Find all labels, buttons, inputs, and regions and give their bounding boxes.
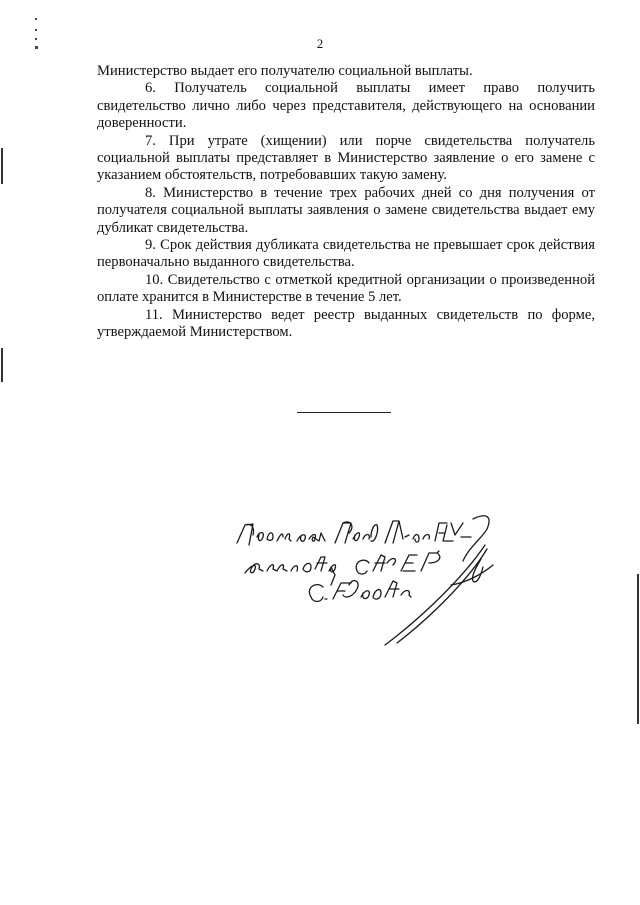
paragraph-continuation: Министерство выдает его получателю социальной выплаты. (97, 63, 473, 79)
margin-bar (637, 574, 639, 724)
paragraph-9: 9. Срок действия дубликата свидетельства не превышает срок действия первоначально выданного свидетельства. (97, 237, 595, 271)
paragraph-6: 6. Получатель социальной выплаты имеет право получить свидетельство лично либо через представителя, действующего на основании доверенности. (97, 80, 595, 132)
end-of-text-rule (297, 412, 391, 413)
page-number: 2 (316, 36, 324, 51)
paragraph-8: 8. Министерство в течение трех рабочих дней со дня получения от получателя социальной выплаты заявления о замене свидетельства выдает ему дубликат свидетельства. (97, 184, 595, 236)
document-body (97, 63, 595, 342)
handwritten-signature (225, 505, 525, 655)
scan-mark (35, 29, 37, 31)
paragraph-11: 11. Министерство ведет реестр выданных свидетельств по форме, утверждаемой Министерством. (97, 306, 595, 341)
margin-bar (1, 148, 3, 184)
scan-mark (35, 18, 37, 20)
paragraph-7: 7. При утрате (хищении) или порче свидетельства получатель социальной выплаты представляет в Министерство заявление о его замене с указанием обстоятельств, потребовавших такую замену. (97, 132, 595, 184)
paragraph-10: 10. Свидетельство с отметкой кредитной организации о произведенной оплате хранится в Министерстве в течение 5 лет. (97, 271, 595, 306)
margin-bar (1, 348, 3, 382)
